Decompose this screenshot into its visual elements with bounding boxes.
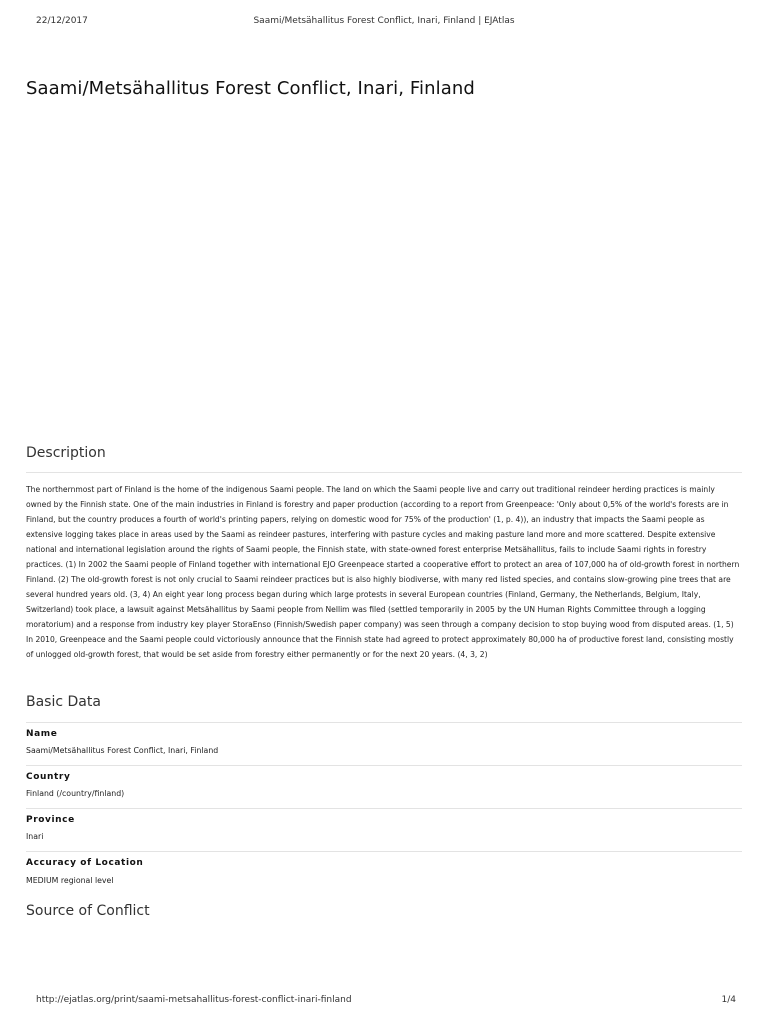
page-number: 1/4 xyxy=(721,995,736,1005)
description-divider xyxy=(26,472,742,473)
field-value-name: Saami/Metsähallitus Forest Conflict, Inari, Finland xyxy=(26,746,219,755)
field-label-name: Name xyxy=(26,729,58,739)
field-label-accuracy: Accuracy of Location xyxy=(26,858,144,868)
basic-data-divider xyxy=(26,722,742,723)
print-header xyxy=(0,16,768,30)
basic-data-heading: Basic Data xyxy=(26,694,101,710)
field-divider xyxy=(26,851,742,852)
field-value-accuracy: MEDIUM regional level xyxy=(26,876,114,885)
field-label-country: Country xyxy=(26,772,71,782)
field-value-province: Inari xyxy=(26,832,44,841)
print-document-title: Saami/Metsähallitus Forest Conflict, Inari, Finland | EJAtlas xyxy=(253,16,515,26)
description-heading: Description xyxy=(26,445,106,461)
print-date: 22/12/2017 xyxy=(36,16,88,26)
field-divider xyxy=(26,808,742,809)
field-divider xyxy=(26,765,742,766)
print-url: http://ejatlas.org/print/saami-metsahallitus-forest-conflict-inari-finland xyxy=(36,995,352,1005)
page-title: Saami/Metsähallitus Forest Conflict, Inari, Finland xyxy=(26,78,475,99)
description-text: The northernmost part of Finland is the home of the indigenous Saami people. The land on which the Saami people live and carry out traditional reindeer herding practices is mainly owned by the Finnish state. One of the main industries in Finland is forestry and paper production (according to a report from Greenpeace: 'Only about 0,5% of the world's forests are in Finland, but the country produces a fourth of world's printing papers, relying on domestic wood for 75% of the production' (1, p. 4)), an industry that impacts the Saami people as extensive logging takes place in areas used by the Saami as reindeer pastures, interfering with pasture cycles and making pasture land more and more scattered. Despite extensive national and international legislation around the rights of Saami people, the Finnish state, with state-owned forest enterprise Metsähallitus, fails to include Saami rights in forestry practices. (1) In 2002 the Saami people of Finland together with international EJO Greenpeace started a cooperative effort to protect an area of 107,000 ha of old-growth forest in northern Finland. (2) The old-growth forest is not only crucial to Saami reindeer practices but is also highly biodiverse, with many red listed species, and contains slow-growing pine trees that are several hundred years old. (3, 4) An eight year long process began during which large protests in several European countries (Finland, Germany, the Netherlands, Belgium, Italy, Switzerland) took place, a lawsuit against Metsähallitus by Saami people from Nellim was filed (settled temporarily in 2005 by the UN Human Rights Committee through a logging moratorium) and a response from industry key player StoraEnso (Finnish/Swedish paper company) was seen through a company decision to stop buying wood from disputed areas. (1, 5) In 2010, Greenpeace and the Saami people could victoriously announce that the Finnish state had agreed to protect approximately 80,000 ha of productive forest land, consisting mostly of unlogged old-growth forest, that would be set aside from forestry either permanently or for the next 20 years. (4, 3, 2) xyxy=(26,485,740,659)
field-label-province: Province xyxy=(26,815,75,825)
print-footer xyxy=(0,995,768,1009)
field-value-country[interactable]: Finland (/country/finland) xyxy=(26,789,125,798)
source-of-conflict-heading: Source of Conflict xyxy=(26,903,150,919)
